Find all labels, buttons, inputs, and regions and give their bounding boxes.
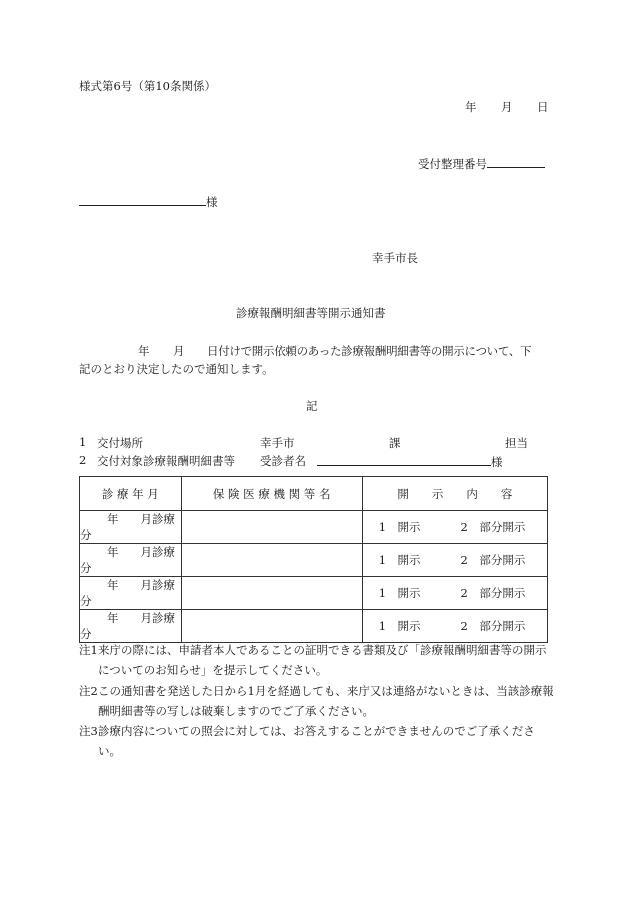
- table-row: [80, 577, 548, 610]
- header-disclosure-content: 開 示 内 容: [362, 477, 547, 511]
- reception-number-blank: [487, 155, 545, 168]
- item2-patient-label: 受診者名: [260, 454, 306, 468]
- note-label: 注3: [79, 724, 98, 738]
- note-1: [79, 640, 554, 680]
- item2-number: 2: [79, 453, 87, 467]
- cell-treatment-month: 年 月診療分: [80, 577, 182, 610]
- table-row: [80, 511, 548, 544]
- intro-month: 月: [173, 344, 185, 358]
- table-header-row: [80, 477, 548, 511]
- cell-disclosure: 1 開示 2 部分開示: [362, 577, 547, 610]
- note-2: [79, 681, 554, 721]
- item2-suffix: 様: [491, 455, 503, 469]
- note-text: 来庁の際には、申請者本人であることの証明できる書類及び「診療報酬明細書等の開示についてのお知らせ」を提示してください。: [98, 643, 547, 677]
- date-month: 月: [501, 100, 513, 114]
- issuer: 幸手市長: [372, 251, 418, 265]
- item2-patient-blank: [317, 453, 503, 470]
- form-number: 様式第6号（第10条関係）: [79, 79, 216, 93]
- intro-year: 年: [138, 344, 150, 358]
- cell-institution: [181, 610, 362, 643]
- intro-line2: 記のとおり決定したので通知します。: [79, 362, 274, 376]
- note-text: 診療内容についての照会に対しては、お答えすることができませんのでご了承ください。: [98, 724, 535, 758]
- note-label: 注2: [79, 684, 98, 698]
- note-3: [79, 721, 554, 761]
- cell-institution: [181, 511, 362, 544]
- reception-label: 受付整理番号: [418, 157, 487, 171]
- cell-disclosure: 1 開示 2 部分開示: [362, 610, 547, 643]
- cell-institution: [181, 577, 362, 610]
- item1-city: 幸手市: [260, 436, 295, 450]
- cell-disclosure: 1 開示 2 部分開示: [362, 511, 547, 544]
- document-title: 診療報酬明細書等開示通知書: [236, 306, 386, 320]
- item1-label: 交付場所: [97, 436, 143, 450]
- cell-treatment-month: 年 月診療分: [80, 511, 182, 544]
- disclosure-table: [79, 476, 548, 643]
- date-day: 日: [537, 100, 549, 114]
- cell-institution: [181, 544, 362, 577]
- date-year: 年: [465, 100, 477, 114]
- cell-treatment-month: 年 月診療分: [80, 544, 182, 577]
- ki-heading: 記: [306, 399, 318, 413]
- item2-label: 交付対象診療報酬明細書等: [97, 454, 235, 468]
- header-institution-name: 保 険 医 療 機 関 等 名: [181, 477, 362, 511]
- cell-disclosure: 1 開示 2 部分開示: [362, 544, 547, 577]
- addressee: [79, 193, 218, 210]
- reception-number: [418, 155, 545, 172]
- item1-tanto: 担当: [505, 436, 528, 450]
- addressee-suffix: 様: [206, 195, 218, 209]
- item1-number: 1: [79, 435, 87, 449]
- header-treatment-month: 診 療 年 月: [80, 477, 182, 511]
- addressee-blank: [79, 193, 206, 206]
- intro-rest: 日付けで開示依頼のあった診療報酬明細書等の開示について、下: [207, 344, 532, 358]
- table-row: [80, 544, 548, 577]
- note-label: 注1: [79, 643, 98, 657]
- note-text: この通知書を発送した日から1月を経過しても、来庁又は連絡がないときは、当該診療報酬明細書等の写しは破棄しますのでご了承ください。: [98, 684, 554, 718]
- table-row: [80, 610, 548, 643]
- item1-ka: 課: [389, 436, 401, 450]
- cell-treatment-month: 年 月診療分: [80, 610, 182, 643]
